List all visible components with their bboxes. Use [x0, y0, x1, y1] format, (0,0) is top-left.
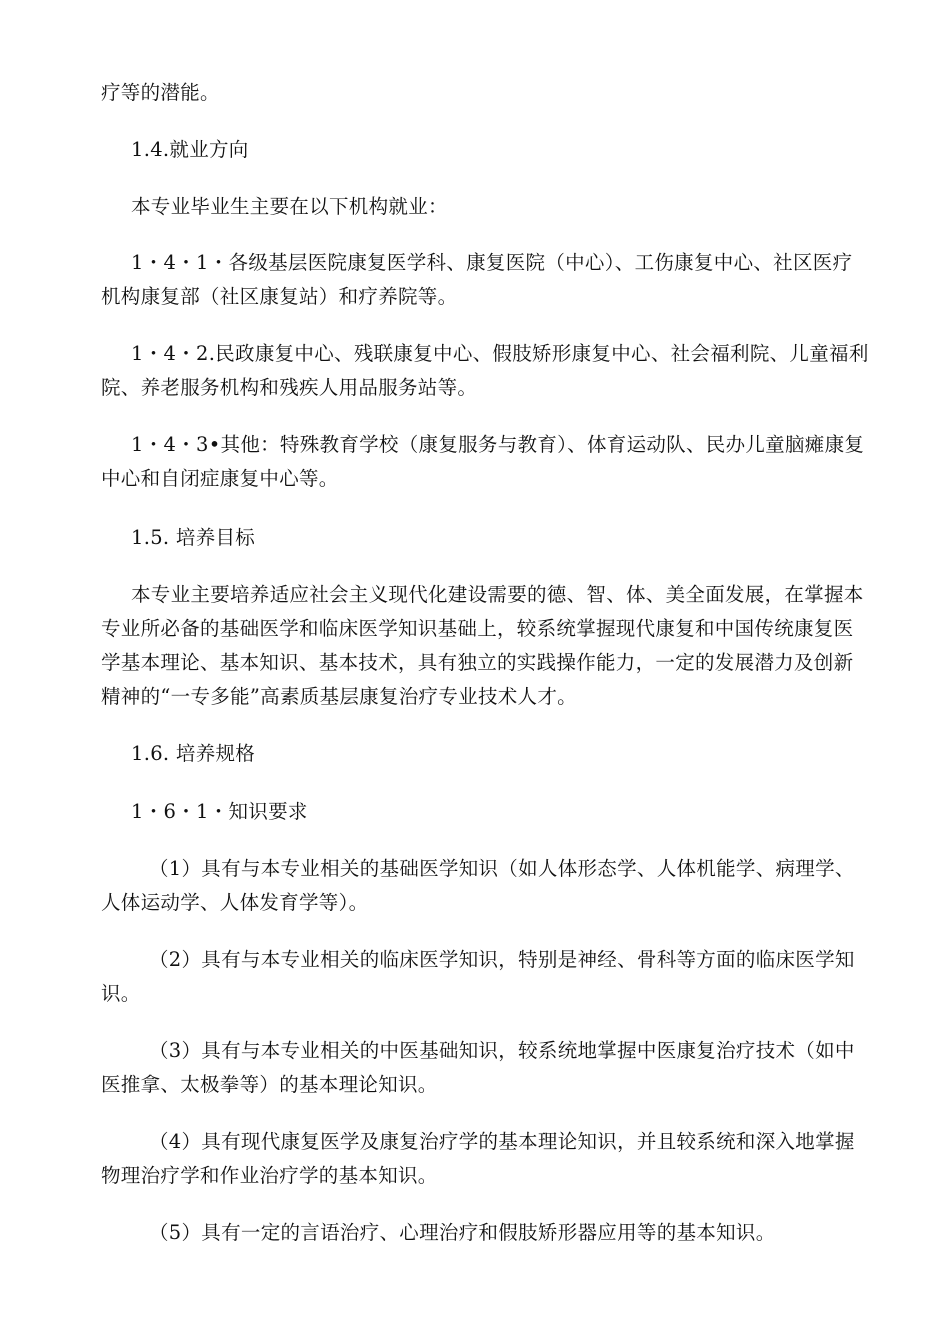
knowledge-item-5: （5）具有一定的言语治疗、心理治疗和假肢矫形器应用等的基本知识。 [149, 1221, 776, 1244]
paragraph-employment-2: 1・4・2.民政康复中心、残联康复中心、假肢矫形康复中心、社会福利院、儿童福利院、养老服务机构和残疾人用品服务站等。 [101, 342, 869, 399]
paragraph-continuation: 疗等的潜能。 [101, 81, 220, 104]
section-heading-specification: 1.6. 培养规格 [131, 742, 256, 765]
section-heading-employment: 1.4.就业方向 [131, 138, 249, 161]
paragraph-employment-intro: 本专业毕业生主要在以下机构就业： [131, 195, 448, 218]
knowledge-item-1: （1）具有与本专业相关的基础医学知识（如人体形态学、人体机能学、病理学、人体运动学、人体发育学等）。 [101, 857, 855, 914]
paragraph-employment-3: 1・4・3•其他：特殊教育学校（康复服务与教育）、体育运动队、民办儿童脑瘫康复中心和自闭症康复中心等。 [101, 433, 865, 490]
section-heading-goal: 1.5. 培养目标 [131, 526, 256, 549]
knowledge-item-3: （3）具有与本专业相关的中医基础知识，较系统地掌握中医康复治疗技术（如中 医推拿、太极拳等）的基本理论知识。 [101, 1039, 855, 1096]
knowledge-item-2: （2）具有与本专业相关的临床医学知识，特别是神经、骨科等方面的临床医学知识。 [101, 948, 855, 1005]
subsection-heading-knowledge: 1・6・1・知识要求 [131, 800, 308, 823]
knowledge-item-4: （4）具有现代康复医学及康复治疗学的基本理论知识，并且较系统和深入地掌握物理治疗学和作业治疗学的基本知识。 [101, 1130, 855, 1187]
paragraph-employment-1: 1・4・1・各级基层医院康复医学科、康复医院（中心）、工伤康复中心、社区医疗机构康复部（社区康复站）和疗养院等。 [101, 251, 853, 308]
paragraph-goal: 本专业主要培养适应社会主义现代化建设需要的德、智、体、美全面发展，在掌握本专业所必备的基础医学和临床医学知识基础上，较系统掌握现代康复和中国传统康复医学基本理论、基本知识、基本技术，具有独立的实践操作能力，一定的发展潜力及创新精神的“一专多能”高素质基层康复治疗专业技术人才。 [101, 583, 864, 708]
